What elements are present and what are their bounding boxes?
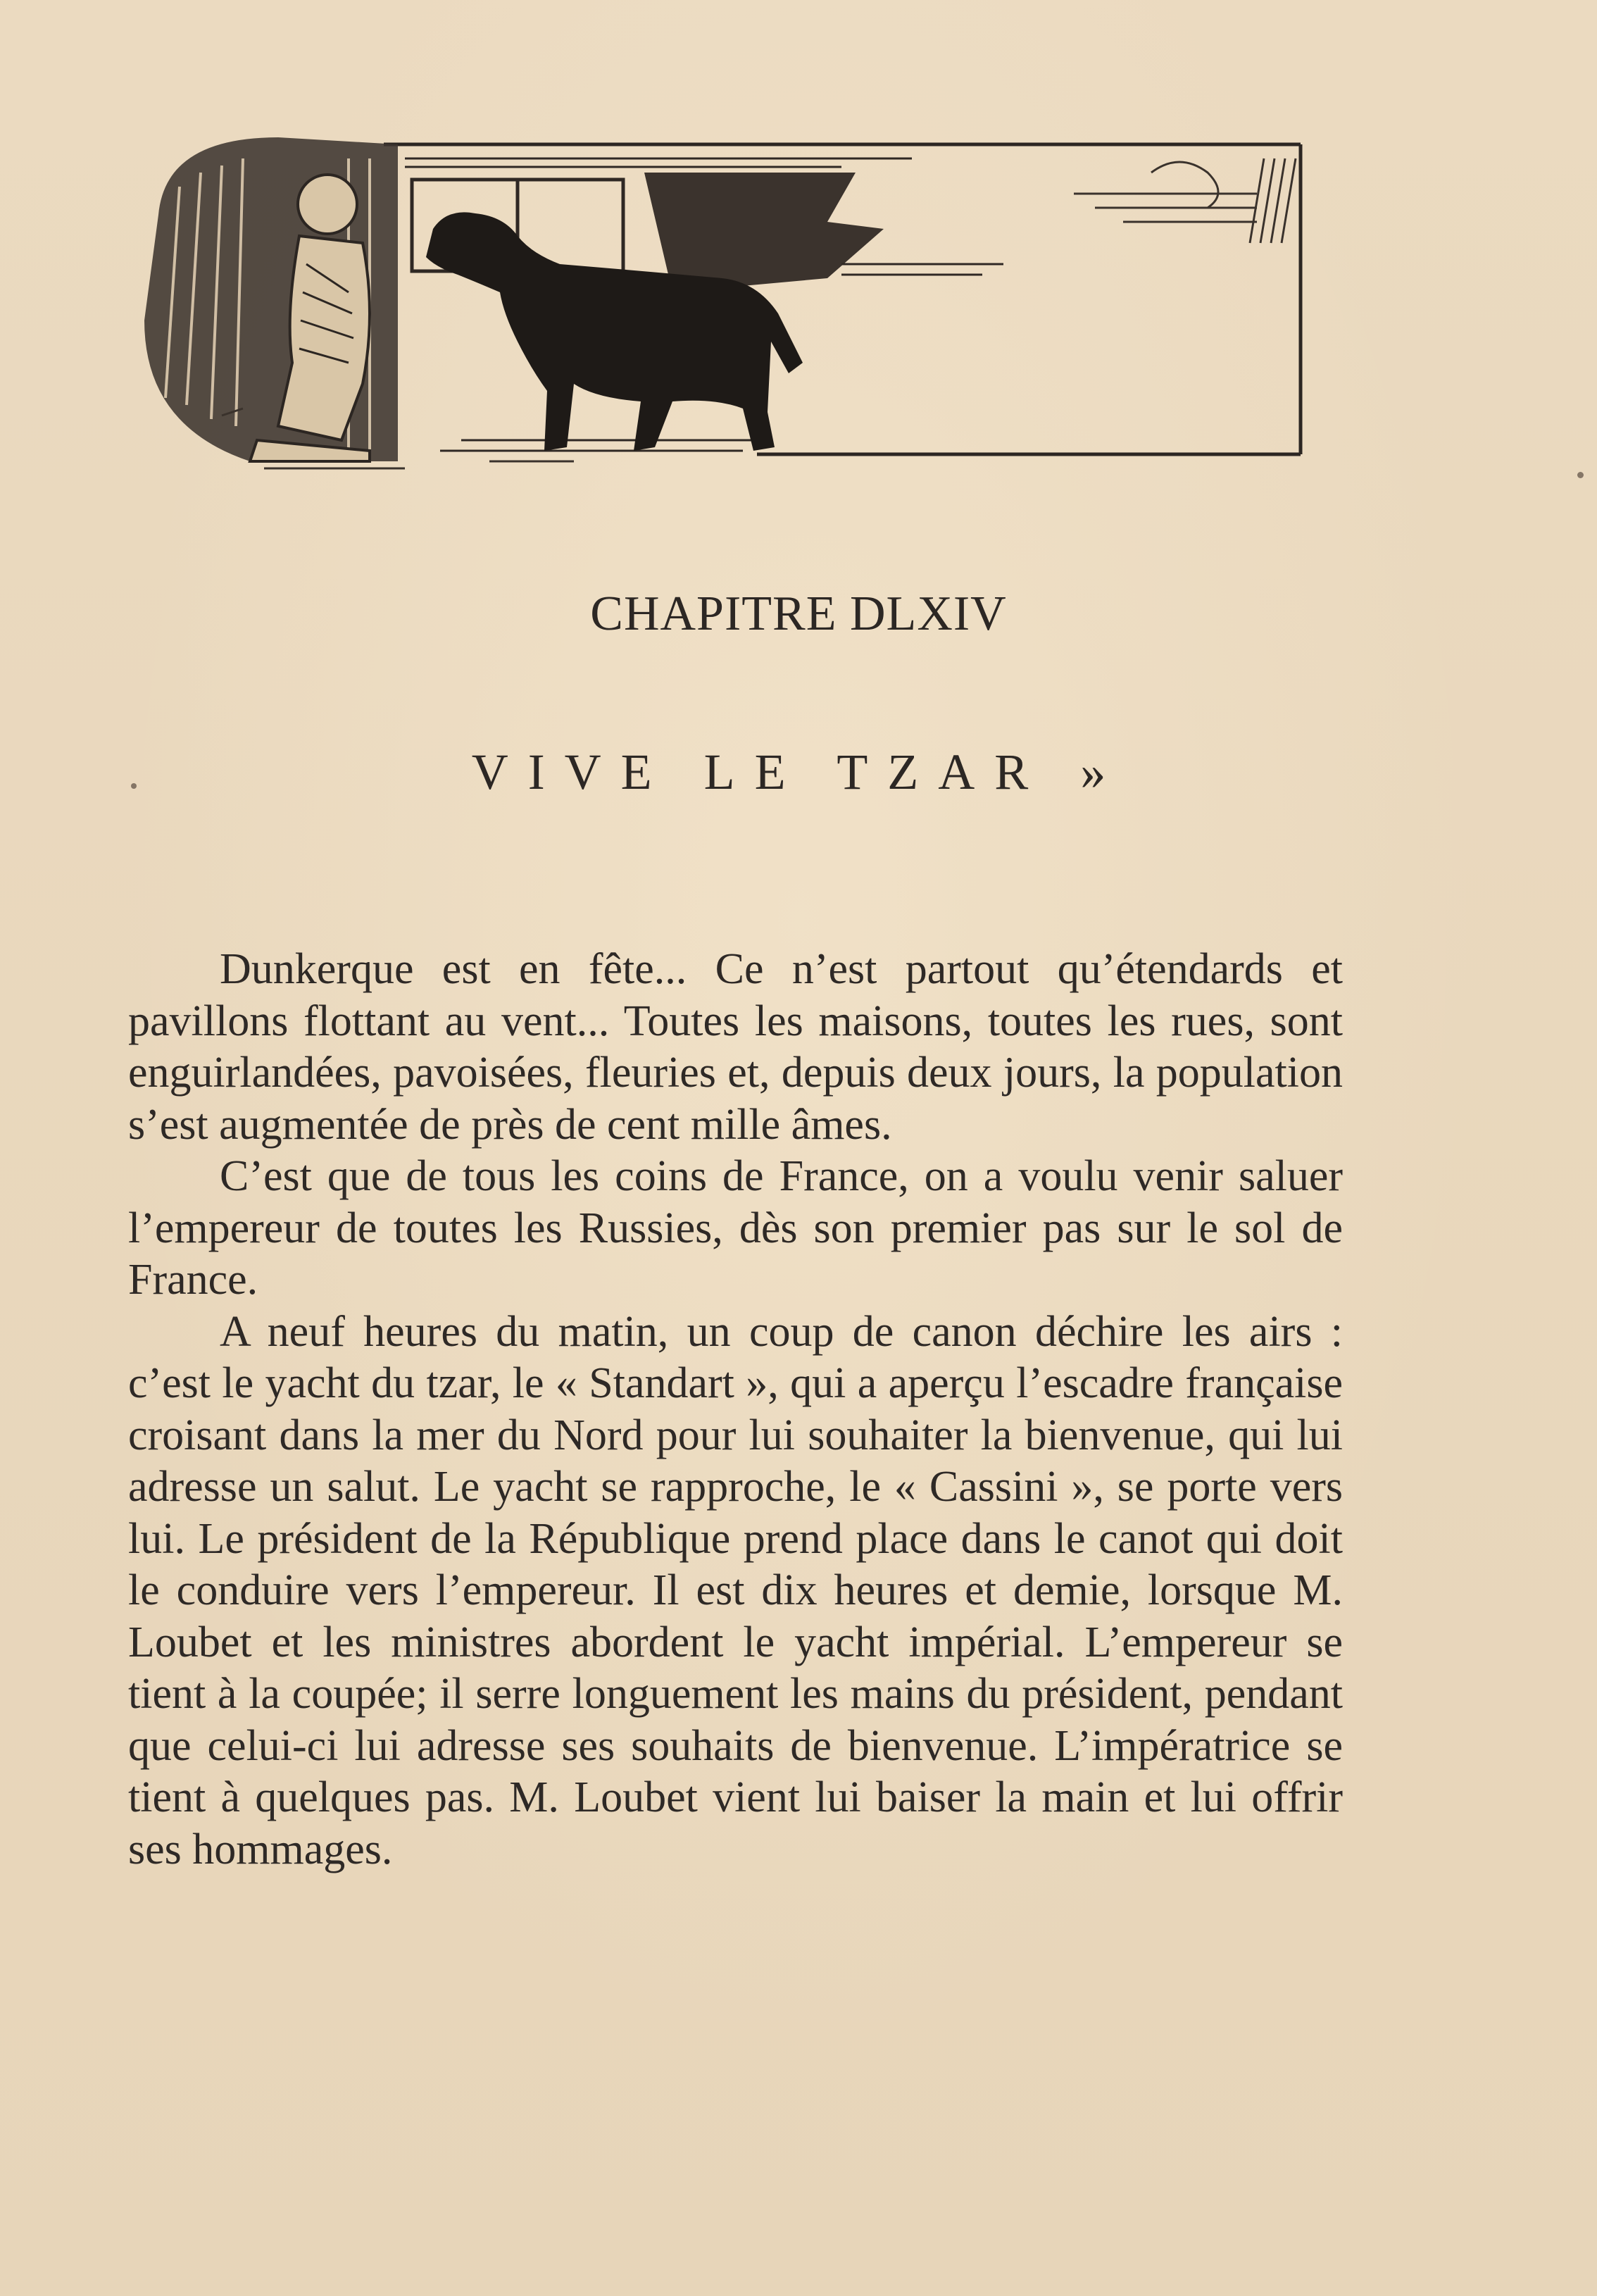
paragraph: C’est que de tous les coins de France, on a voulu venir saluer l’empereur de toutes les Russies, dès son premier pas sur le sol de France. bbox=[128, 1152, 1343, 1304]
paper-speck bbox=[131, 783, 137, 789]
chapter-body bbox=[128, 944, 1343, 1876]
paper-speck bbox=[1577, 472, 1584, 478]
chapter-heading: CHAPITRE DLXIV bbox=[590, 587, 1007, 641]
paragraph: A neuf heures du matin, un coup de canon déchire les airs : c’est le yacht du tzar, le « Standart », qui a aperçu l’escadre française croisant dans la mer du Nord pour lui souhaiter la bienvenue, qui lui adresse un salut. Le yacht se rapproche, le « Cassini », se porte vers lui. Le président de la République prend place dans le canot qui doit le conduire vers l’empereur. Il est dix heures et demie, lorsque M. Loubet et les ministres abordent le yacht impérial. L’empereur se tient à la coupée; il serre longuement les mains du président, pendant que celui-ci lui adresse ses souhaits de bienvenue. L’impératrice se tient à quelques pas. M. Loubet vient lui baiser la main et lui offrir ses hommages. bbox=[128, 1307, 1343, 1873]
chapter-vignette-illustration bbox=[137, 130, 1306, 497]
paragraph: Dunkerque est en fête... Ce n’est partout qu’étendards et pavillons flottant au vent... Toutes les maisons, toutes les rues, sont enguirlandées, pavoisées, fleuries et, depuis deux jours, la population s’est augmentée de près de cent mille âmes. bbox=[128, 945, 1343, 1149]
chapter-title: VIVE LE TZAR » bbox=[471, 744, 1126, 800]
